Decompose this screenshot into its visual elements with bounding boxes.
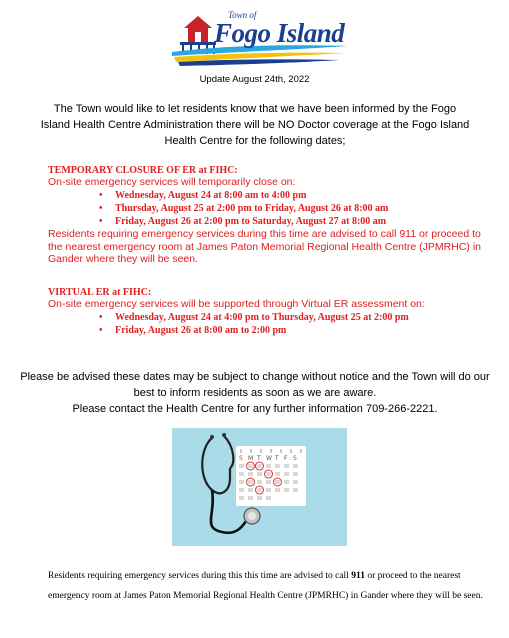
list-item: • Wednesday, August 24 at 8:00 am to 4:00 pm bbox=[99, 190, 307, 201]
footer-note bbox=[48, 566, 488, 606]
footer-phone-number: 911 bbox=[351, 571, 365, 581]
bullet-icon: • bbox=[99, 312, 103, 323]
calendar-day-letter: F bbox=[284, 455, 288, 462]
stethoscope-calendar-icon bbox=[172, 428, 347, 546]
calendar-day-letter: T bbox=[257, 455, 261, 462]
list-item: • Wednesday, August 24 at 4:00 pm to Thursday, August 25 at 2:00 pm bbox=[99, 312, 409, 323]
calendar-day-letter: T bbox=[275, 455, 279, 462]
advisory-line-1: Please be advised these dates may be subject to change without notice and the Town will do our best to inform residents as soon as we are aware. bbox=[20, 371, 490, 399]
advisory-line-2: Please contact the Health Centre for any further information 709-266-2221. bbox=[72, 403, 438, 415]
calendar-day-letter: S bbox=[239, 455, 243, 462]
footer-text-2: or proceed to the nearest emergency room at James Paton Memorial Regional Health Centre (JPMRHC) in Gander where they will be seen. bbox=[48, 571, 483, 601]
stethoscope-calendar-photo bbox=[172, 428, 347, 546]
list-item: • Thursday, August 25 at 2:00 pm to Friday, August 26 at 8:00 am bbox=[99, 203, 389, 214]
logo-big-text: Fogo Island bbox=[214, 18, 345, 48]
closure-note: Residents requiring emergency services during this time are advised to call 911 or proceed to the nearest emergency room at James Paton Memorial Regional Health Centre (JPMRHC) in Gander where they will be seen. bbox=[48, 228, 482, 265]
intro-paragraph: The Town would like to let residents know that we have been informed by the Fogo Island Health Centre Administration there will be NO Doctor coverage at the Fogo Island Health Centre for the following dates; bbox=[40, 103, 470, 147]
logo-small-text: Town of bbox=[228, 10, 257, 20]
update-date: Update August 24th, 2022 bbox=[199, 74, 310, 85]
closure-section bbox=[48, 165, 488, 266]
calendar-day-letter: W bbox=[266, 455, 272, 462]
closure-heading: TEMPORARY CLOSURE OF ER at FIHC: bbox=[48, 165, 238, 176]
list-item: • Friday, August 26 at 2:00 pm to Saturday, August 27 at 8:00 am bbox=[99, 216, 387, 227]
bullet-icon: • bbox=[99, 190, 103, 201]
virtual-list bbox=[48, 311, 488, 337]
bullet-icon: • bbox=[99, 216, 103, 227]
bullet-icon: • bbox=[99, 203, 103, 214]
virtual-heading: VIRTUAL ER at FIHC: bbox=[48, 287, 152, 298]
calendar-day-letter: S bbox=[293, 455, 297, 462]
closure-list bbox=[48, 189, 488, 228]
calendar-day-letter: M bbox=[248, 455, 254, 462]
advisory-block bbox=[20, 369, 490, 417]
list-item: • Friday, August 26 at 8:00 am to 2:00 pm bbox=[99, 325, 287, 336]
bullet-icon: • bbox=[99, 325, 103, 336]
closure-line: On-site emergency services will temporarily close on: bbox=[48, 176, 296, 188]
footer-text-1: Residents requiring emergency services during this this time are advised to call bbox=[48, 571, 349, 581]
virtual-line: On-site emergency services will be supported through Virtual ER assessment on: bbox=[48, 298, 425, 310]
virtual-section bbox=[48, 287, 488, 337]
